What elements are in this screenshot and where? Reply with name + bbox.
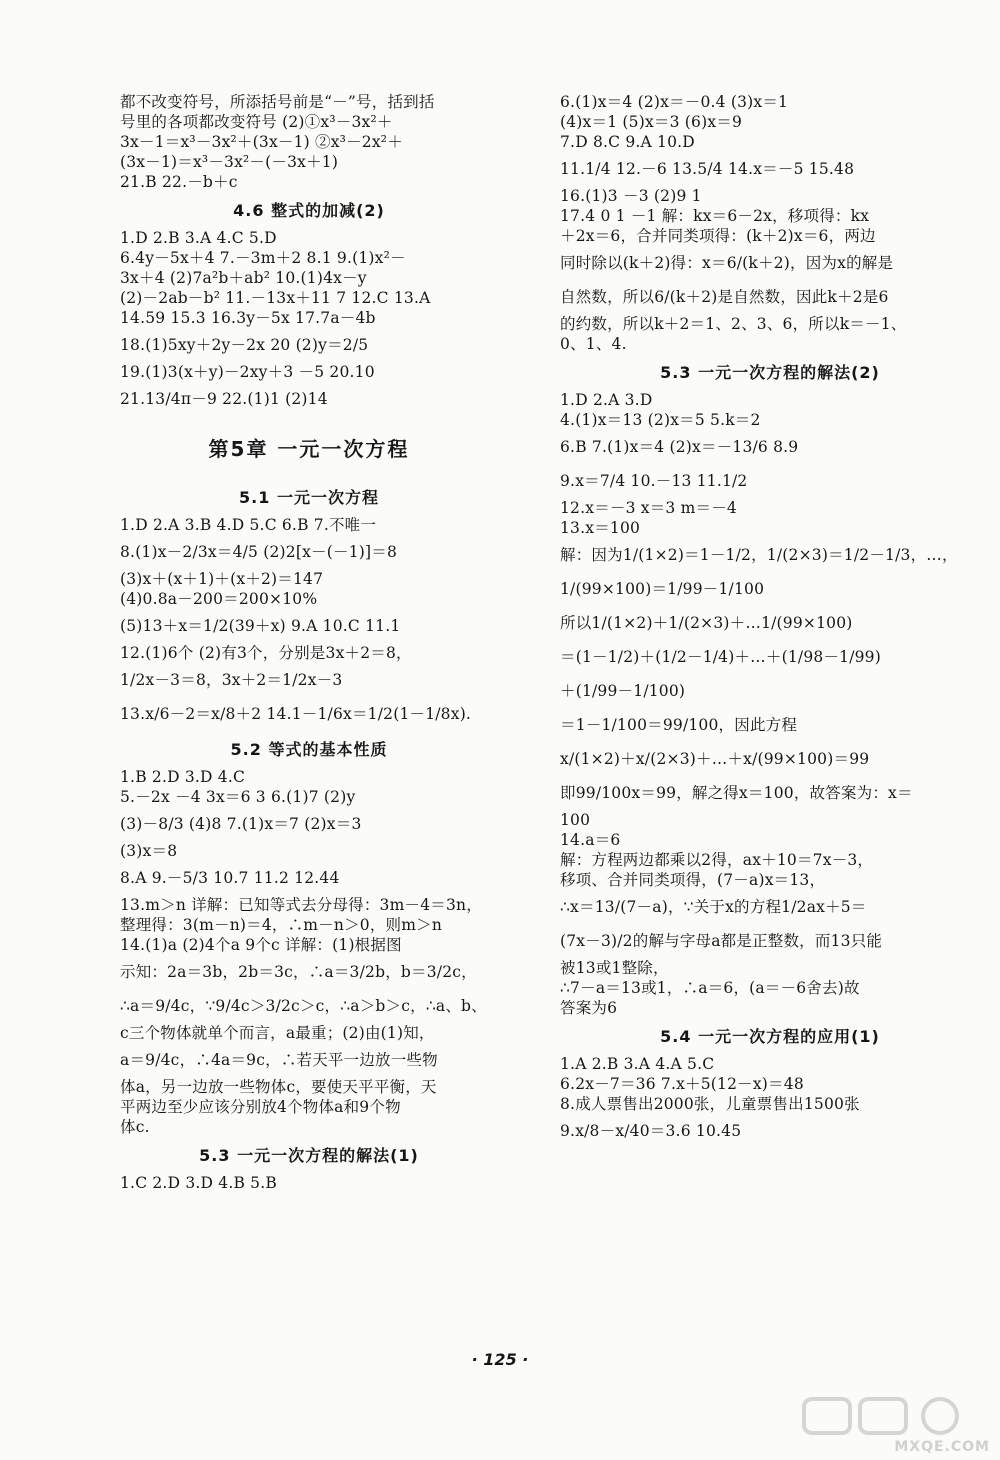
answer-line: 3x－1＝x³－3x²＋(3x－1) ②x³－2x²＋ — [120, 133, 403, 151]
answer-line: 体c. — [120, 1118, 150, 1136]
answer-line: a＝9/4c，∴4a＝9c，∴若天平一边放一些物 — [120, 1051, 438, 1069]
answer-line: (4)0.8a－200＝200×10% — [120, 590, 318, 608]
answer-line: 18.(1)5xy＋2y－2x 20 (2)y＝2/5 — [120, 336, 369, 354]
answer-line: 整理得：3(m－n)＝4，∴m－n＞0，则m＞n — [120, 916, 443, 934]
answer-line: 即99/100x＝99，解之得x＝100，故答案为：x＝ — [560, 784, 913, 802]
answer-line: 13.m＞n 详解：已知等式去分母得：3m－4＝3n， — [120, 896, 482, 914]
right-column — [560, 92, 980, 1148]
chapter-title: 第5章 一元一次方程 — [208, 437, 410, 461]
answer-line: (3)x＋(x＋1)＋(x＋2)＝147 — [120, 570, 324, 588]
section-heading: 5.3 一元一次方程的解法(2) — [660, 363, 880, 382]
answer-line: (4)x＝1 (5)x＝3 (6)x＝9 — [560, 113, 743, 131]
answer-line: 解：因为1/(1×2)＝1－1/2，1/(2×3)＝1/2－1/3，…， — [560, 546, 958, 564]
answer-line: 号里的各项都改变符号 (2)①x³－3x²＋ — [120, 113, 393, 131]
section-heading: 5.3 一元一次方程的解法(1) — [199, 1146, 419, 1165]
answer-line: 都不改变符号，所添括号前是“－”号，括到括 — [120, 93, 435, 111]
answer-line: ＋(1/99－1/100) — [560, 682, 686, 700]
answer-line: 100 — [560, 811, 591, 829]
answer-line: 8.(1)x－2/3x＝4/5 (2)2[x－(－1)]＝8 — [120, 543, 398, 561]
answer-line: 5.－2x －4 3x＝6 3 6.(1)7 (2)y — [120, 788, 356, 806]
answer-line: 的约数，所以k＋2＝1、2、3、6，所以k＝－1、 — [560, 315, 907, 333]
answer-line: 3x＋4 (2)7a²b＋ab² 10.(1)4x－y — [120, 269, 367, 287]
answer-line: ∴a＝9/4c，∵9/4c＞3/2c＞c，∴a＞b＞c，∴a、b、 — [120, 997, 487, 1015]
watermark-text: MXQE.COM — [894, 1439, 990, 1455]
answer-line: 14.59 15.3 16.3y－5x 17.7a－4b — [120, 309, 376, 327]
section-heading: 5.4 一元一次方程的应用(1) — [660, 1027, 880, 1046]
left-column — [120, 92, 498, 1193]
answer-line: (3)x＝8 — [120, 842, 178, 860]
answer-line: 21.13/4π－9 22.(1)1 (2)14 — [120, 390, 328, 408]
answer-line: 12.(1)6个 (2)有3个，分别是3x＋2＝8， — [120, 644, 412, 662]
answer-line: 6.4y－5x＋4 7.－3m＋2 8.1 9.(1)x²－ — [120, 249, 406, 267]
answer-line: 1.D 2.A 3.D — [560, 391, 653, 409]
answer-line: c三个物体就单个而言，a最重；(2)由(1)知， — [120, 1024, 435, 1042]
answer-line: 1.A 2.B 3.A 4.A 5.C — [560, 1055, 715, 1073]
answer-line: 13.x/6－2＝x/8＋2 14.1－1/6x＝1/2(1－1/8x). — [120, 705, 472, 723]
answer-line: 所以1/(1×2)＋1/(2×3)＋…1/(99×100) — [560, 614, 853, 632]
answer-line: 1.B 2.D 3.D 4.C — [120, 768, 246, 786]
watermark — [800, 1395, 990, 1455]
answer-line: 6.2x－7＝36 7.x＋5(12－x)＝48 — [560, 1075, 804, 1093]
answer-line: 16.(1)3 －3 (2)9 1 — [560, 187, 702, 205]
answer-line: (7x－3)/2的解与字母a都是正整数，而13只能 — [560, 932, 883, 950]
answer-line: 1.D 2.A 3.B 4.D 5.C 6.B 7.不唯一 — [120, 516, 377, 534]
answer-line: 4.(1)x＝13 (2)x＝5 5.k＝2 — [560, 411, 761, 429]
answer-line: 17.4 0 1 －1 解：kx＝6－2x，移项得：kx — [560, 207, 870, 225]
answer-line: 同时除以(k＋2)得：x＝6/(k＋2)，因为x的解是 — [560, 254, 894, 272]
answer-line: 8.A 9.－5/3 10.7 11.2 12.44 — [120, 869, 340, 887]
answer-line: 1.D 2.B 3.A 4.C 5.D — [120, 229, 277, 247]
answer-line: (5)13＋x＝1/2(39＋x) 9.A 10.C 11.1 — [120, 617, 401, 635]
answer-line: 答案为6 — [560, 999, 618, 1017]
answer-line: 19.(1)3(x＋y)－2xy＋3 －5 20.10 — [120, 363, 375, 381]
answer-line: ＝1－1/100＝99/100，因此方程 — [560, 716, 798, 734]
answer-line: (3)－8/3 (4)8 7.(1)x＝7 (2)x＝3 — [120, 815, 362, 833]
answer-line: 平两边至少应该分别放4个物体a和9个物 — [120, 1098, 401, 1116]
answer-line: 14.a＝6 — [560, 831, 621, 849]
watermark-logo-icon — [800, 1395, 990, 1437]
answer-line: 1/(99×100)＝1/99－1/100 — [560, 580, 765, 598]
answer-line: 8.成人票售出2000张，儿童票售出1500张 — [560, 1095, 860, 1113]
answer-line: ＋2x＝6，合并同类项得：(k＋2)x＝6，两边 — [560, 227, 876, 245]
answer-line: 6.B 7.(1)x＝4 (2)x＝－13/6 8.9 — [560, 438, 799, 456]
answer-line: 14.(1)a (2)4个a 9个c 详解：(1)根据图 — [120, 936, 402, 954]
section-heading: 4.6 整式的加减(2) — [233, 201, 385, 220]
answer-line: 7.D 8.C 9.A 10.D — [560, 133, 695, 151]
answer-line: 12.x＝－3 x＝3 m＝－4 — [560, 499, 737, 517]
answer-line: 1/2x－3＝8，3x＋2＝1/2x－3 — [120, 671, 343, 689]
answer-line: 13.x＝100 — [560, 519, 641, 537]
answer-line: 11.1/4 12.－6 13.5/4 14.x＝－5 15.48 — [560, 160, 855, 178]
answer-line: ＝(1－1/2)＋(1/2－1/4)＋…＋(1/98－1/99) — [560, 648, 881, 666]
page-number: · 125 · — [471, 1350, 529, 1369]
answer-line: ∴7－a＝13或1，∴a＝6，(a＝－6舍去)故 — [560, 979, 860, 997]
answer-line: 体a，另一边放一些物体c，要使天平平衡，天 — [120, 1078, 437, 1096]
answer-line: 1.C 2.D 3.D 4.B 5.B — [120, 1174, 277, 1192]
answer-line: x/(1×2)＋x/(2×3)＋…＋x/(99×100)＝99 — [560, 750, 870, 768]
answer-line: 21.B 22.－b＋c — [120, 173, 238, 191]
answer-line: 解：方程两边都乘以2得，ax＋10＝7x－3， — [560, 851, 874, 869]
section-heading: 5.1 一元一次方程 — [239, 488, 379, 507]
section-heading: 5.2 等式的基本性质 — [230, 740, 388, 759]
answer-line: 6.(1)x＝4 (2)x＝－0.4 (3)x＝1 — [560, 93, 789, 111]
answer-line: 自然数，所以6/(k＋2)是自然数，因此k＋2是6 — [560, 288, 889, 306]
answer-line: 示知：2a＝3b，2b＝3c，∴a＝3/2b，b＝3/2c， — [120, 963, 477, 981]
answer-line: 0、1、4. — [560, 335, 627, 353]
answer-line: (2)－2ab－b² 11.－13x＋11 7 12.C 13.A — [120, 289, 431, 307]
answer-line: 移项、合并同类项得，(7－a)x＝13， — [560, 871, 826, 889]
answer-line: 9.x/8－x/40＝3.6 10.45 — [560, 1122, 742, 1140]
answer-line: (3x－1)＝x³－3x²－(－3x＋1) — [120, 153, 339, 171]
answer-line: 被13或1整除， — [560, 959, 669, 977]
answer-line: ∴x＝13/(7－a)，∵关于x的方程1/2ax＋5＝ — [560, 898, 867, 916]
answer-line: 9.x＝7/4 10.－13 11.1/2 — [560, 472, 748, 490]
